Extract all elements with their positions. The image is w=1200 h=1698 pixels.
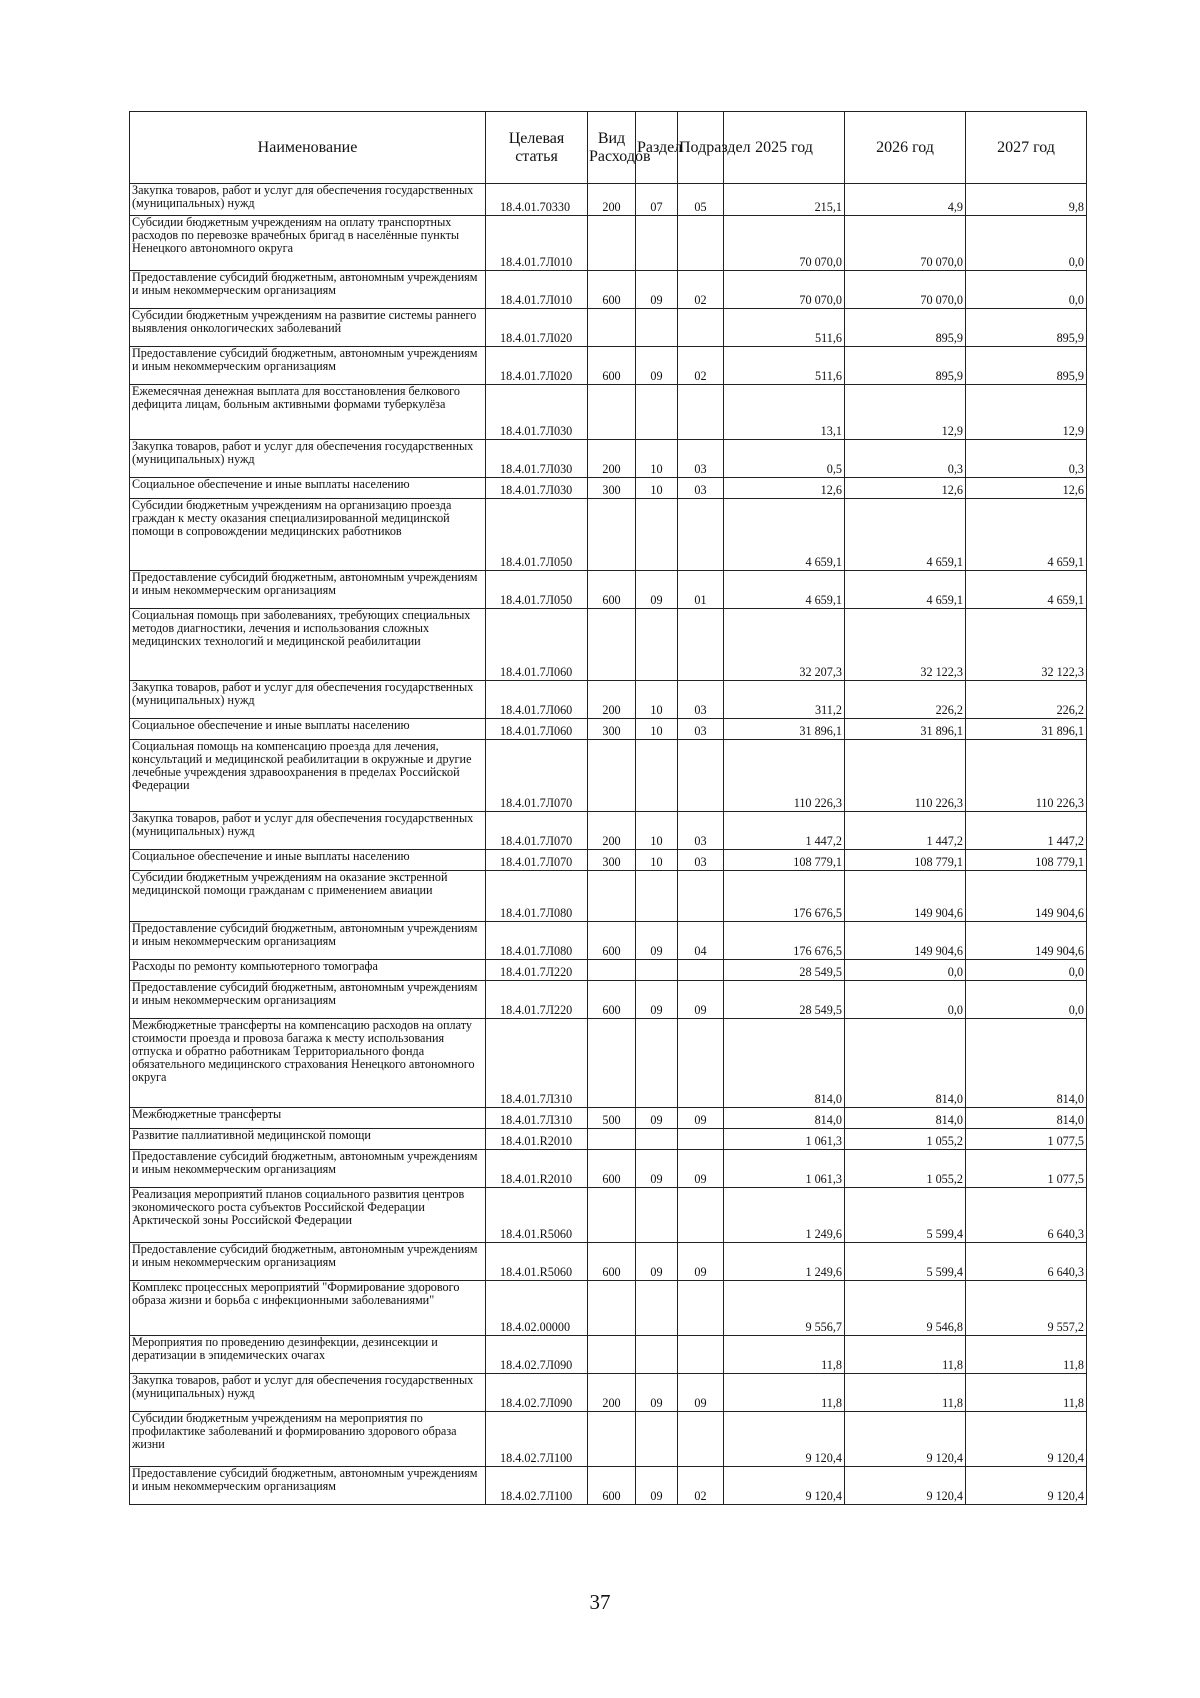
table-row [130,499,1087,571]
row-expense-type [588,1019,636,1108]
row-value-2025: 12,6 [724,478,845,499]
row-target-article: 18.4.02.7Л100 [486,1467,588,1505]
row-value-2027: 0,0 [966,216,1087,271]
row-value-2025: 814,0 [724,1019,845,1108]
table-row [130,1412,1087,1467]
row-expense-type [588,309,636,347]
row-expense-type [588,609,636,681]
row-value-2027: 32 122,3 [966,609,1087,681]
row-value-2027: 0,0 [966,960,1087,981]
row-value-2025: 511,6 [724,309,845,347]
row-value-2027: 0,0 [966,271,1087,309]
row-expense-type [588,385,636,440]
row-name: Предоставление субсидий бюджетным, автономным учреждениям и иным некоммерческим организациям [130,571,486,609]
row-name: Предоставление субсидий бюджетным, автономным учреждениям и иным некоммерческим организациям [130,271,486,309]
table-row [130,271,1087,309]
row-section: 09 [636,1374,678,1412]
row-value-2027: 226,2 [966,681,1087,719]
row-expense-type: 600 [588,347,636,385]
row-subsection [678,1188,724,1243]
row-value-2025: 32 207,3 [724,609,845,681]
row-value-2026: 70 070,0 [845,216,966,271]
table-body [130,184,1087,1505]
row-name: Предоставление субсидий бюджетным, автономным учреждениям и иным некоммерческим организациям [130,1243,486,1281]
row-value-2027: 6 640,3 [966,1243,1087,1281]
row-name: Предоставление субсидий бюджетным, автономным учреждениям и иным некоммерческим организациям [130,922,486,960]
row-subsection [678,1281,724,1336]
row-subsection [678,871,724,922]
row-target-article: 18.4.01.R2010 [486,1150,588,1188]
row-section: 07 [636,184,678,216]
table-row [130,440,1087,478]
row-subsection: 04 [678,922,724,960]
row-value-2025: 9 556,7 [724,1281,845,1336]
row-subsection [678,385,724,440]
row-section: 09 [636,981,678,1019]
row-name: Предоставление субсидий бюджетным, автономным учреждениям и иным некоммерческим организациям [130,1467,486,1505]
row-value-2027: 6 640,3 [966,1188,1087,1243]
row-target-article: 18.4.01.7Л050 [486,571,588,609]
row-expense-type: 600 [588,271,636,309]
row-value-2027: 110 226,3 [966,740,1087,812]
table-row [130,1108,1087,1129]
row-expense-type [588,1412,636,1467]
row-target-article: 18.4.01.7Л080 [486,922,588,960]
row-value-2027: 0,3 [966,440,1087,478]
row-target-article: 18.4.01.7Л060 [486,681,588,719]
row-value-2026: 149 904,6 [845,922,966,960]
row-value-2026: 1 447,2 [845,812,966,850]
table-row [130,719,1087,740]
row-section: 09 [636,1243,678,1281]
row-expense-type [588,1129,636,1150]
row-section: 10 [636,812,678,850]
row-value-2026: 5 599,4 [845,1188,966,1243]
table-row [130,478,1087,499]
row-name: Мероприятия по проведению дезинфекции, дезинсекции и дератизации в эпидемических очагах [130,1336,486,1374]
row-subsection: 03 [678,850,724,871]
row-value-2025: 215,1 [724,184,845,216]
table-row [130,922,1087,960]
row-subsection: 05 [678,184,724,216]
row-section: 09 [636,1467,678,1505]
row-expense-type: 200 [588,681,636,719]
row-value-2026: 9 120,4 [845,1467,966,1505]
row-section [636,385,678,440]
row-value-2027: 4 659,1 [966,499,1087,571]
row-target-article: 18.4.01.7Л060 [486,719,588,740]
row-subsection: 02 [678,271,724,309]
row-value-2026: 9 120,4 [845,1412,966,1467]
row-name: Социальная помощь при заболеваниях, требующих специальных методов диагностики, лечения и использования сложных медицинских технологий и медицинской реабилитации [130,609,486,681]
row-section [636,1412,678,1467]
row-value-2025: 1 061,3 [724,1150,845,1188]
row-section: 10 [636,681,678,719]
table-row [130,1019,1087,1108]
row-name: Закупка товаров, работ и услуг для обеспечения государственных (муниципальных) нужд [130,1374,486,1412]
row-subsection [678,1019,724,1108]
row-name: Субсидии бюджетным учреждениям на организацию проезда граждан к месту оказания специализированной медицинской помощи в сопровождении медицинских работников [130,499,486,571]
row-name: Субсидии бюджетным учреждениям на развитие системы раннего выявления онкологических заболеваний [130,309,486,347]
row-section: 09 [636,571,678,609]
row-value-2025: 108 779,1 [724,850,845,871]
row-expense-type: 200 [588,440,636,478]
header-section: Раздел [636,112,678,184]
row-subsection: 03 [678,681,724,719]
row-subsection [678,499,724,571]
row-expense-type [588,216,636,271]
table-row [130,1374,1087,1412]
row-target-article: 18.4.01.7Л310 [486,1019,588,1108]
row-value-2027: 9 557,2 [966,1281,1087,1336]
table-row [130,184,1087,216]
row-section [636,740,678,812]
row-target-article: 18.4.01.7Л020 [486,347,588,385]
row-value-2026: 0,0 [845,981,966,1019]
row-value-2025: 1 061,3 [724,1129,845,1150]
row-value-2026: 895,9 [845,347,966,385]
row-section: 09 [636,1150,678,1188]
row-subsection: 02 [678,347,724,385]
row-value-2026: 4 659,1 [845,499,966,571]
row-value-2026: 1 055,2 [845,1129,966,1150]
row-target-article: 18.4.02.7Л100 [486,1412,588,1467]
row-value-2025: 511,6 [724,347,845,385]
row-target-article: 18.4.02.00000 [486,1281,588,1336]
row-target-article: 18.4.01.7Л030 [486,385,588,440]
row-value-2027: 1 077,5 [966,1150,1087,1188]
row-value-2027: 1 077,5 [966,1129,1087,1150]
row-name: Развитие паллиативной медицинской помощи [130,1129,486,1150]
row-value-2027: 9 120,4 [966,1467,1087,1505]
row-expense-type: 600 [588,1150,636,1188]
table-row [130,1129,1087,1150]
row-target-article: 18.4.01.R2010 [486,1129,588,1150]
row-name: Предоставление субсидий бюджетным, автономным учреждениям и иным некоммерческим организациям [130,347,486,385]
row-value-2025: 31 896,1 [724,719,845,740]
row-value-2026: 4 659,1 [845,571,966,609]
row-expense-type [588,1336,636,1374]
row-target-article: 18.4.01.R5060 [486,1243,588,1281]
row-subsection: 09 [678,1374,724,1412]
row-value-2026: 70 070,0 [845,271,966,309]
row-value-2027: 814,0 [966,1108,1087,1129]
row-subsection: 03 [678,812,724,850]
row-value-2026: 32 122,3 [845,609,966,681]
row-value-2027: 12,9 [966,385,1087,440]
header-expense-type: Вид Расходов [588,112,636,184]
header-year-2026: 2026 год [845,112,966,184]
row-subsection: 03 [678,478,724,499]
row-target-article: 18.4.01.7Л030 [486,478,588,499]
table-row [130,385,1087,440]
row-expense-type: 300 [588,478,636,499]
row-expense-type [588,871,636,922]
row-value-2027: 31 896,1 [966,719,1087,740]
row-subsection: 09 [678,981,724,1019]
row-target-article: 18.4.01.7Л220 [486,981,588,1019]
row-value-2025: 9 120,4 [724,1467,845,1505]
row-name: Закупка товаров, работ и услуг для обеспечения государственных (муниципальных) нужд [130,440,486,478]
row-value-2025: 9 120,4 [724,1412,845,1467]
row-value-2027: 11,8 [966,1336,1087,1374]
row-section [636,1188,678,1243]
row-name: Субсидии бюджетным учреждениям на мероприятия по профилактике заболеваний и формированию здорового образа жизни [130,1412,486,1467]
row-name: Реализация мероприятий планов социального развития центров экономического роста субъектов Российской Федерации Арктической зоны Российской Федерации [130,1188,486,1243]
row-target-article: 18.4.01.7Л030 [486,440,588,478]
row-name: Межбюджетные трансферты на компенсацию расходов на оплату стоимости проезда и провоза багажа к месту использования отпуска и обратно работникам Территориального фонда обязательного медицинского страхования Ненецкого автономного округа [130,1019,486,1108]
row-expense-type: 300 [588,850,636,871]
row-value-2026: 1 055,2 [845,1150,966,1188]
row-expense-type [588,740,636,812]
row-expense-type: 200 [588,812,636,850]
row-section [636,499,678,571]
table-row [130,1281,1087,1336]
table-row [130,681,1087,719]
row-expense-type: 300 [588,719,636,740]
row-target-article: 18.4.01.7Л310 [486,1108,588,1129]
row-value-2025: 11,8 [724,1374,845,1412]
row-subsection [678,309,724,347]
row-section [636,1281,678,1336]
row-name: Расходы по ремонту компьютерного томографа [130,960,486,981]
row-value-2026: 12,9 [845,385,966,440]
table-row [130,960,1087,981]
row-target-article: 18.4.01.7Л020 [486,309,588,347]
row-subsection: 03 [678,440,724,478]
row-target-article: 18.4.02.7Л090 [486,1374,588,1412]
row-section [636,1019,678,1108]
row-value-2027: 1 447,2 [966,812,1087,850]
row-name: Социальная помощь на компенсацию проезда для лечения, консультаций и медицинской реабилитации в окружные и другие лечебные учреждения здравоохранения в пределах Российской Федерации [130,740,486,812]
row-name: Социальное обеспечение и иные выплаты населению [130,719,486,740]
row-expense-type: 600 [588,571,636,609]
row-section [636,609,678,681]
row-name: Закупка товаров, работ и услуг для обеспечения государственных (муниципальных) нужд [130,681,486,719]
row-name: Субсидии бюджетным учреждениям на оплату транспортных расходов по перевозке врачебных бригад в населённые пункты Ненецкого автономного округа [130,216,486,271]
row-expense-type [588,499,636,571]
row-name: Закупка товаров, работ и услуг для обеспечения государственных (муниципальных) нужд [130,184,486,216]
row-value-2026: 12,6 [845,478,966,499]
table-row [130,1467,1087,1505]
row-value-2025: 4 659,1 [724,499,845,571]
page-number: 37 [589,1590,611,1614]
row-target-article: 18.4.01.70330 [486,184,588,216]
row-name: Ежемесячная денежная выплата для восстановления белкового дефицита лицам, больным активными формами туберкулёза [130,385,486,440]
row-section [636,1129,678,1150]
row-name: Предоставление субсидий бюджетным, автономным учреждениям и иным некоммерческим организациям [130,1150,486,1188]
row-target-article: 18.4.01.7Л080 [486,871,588,922]
row-value-2026: 0,0 [845,960,966,981]
row-value-2026: 814,0 [845,1019,966,1108]
row-value-2025: 176 676,5 [724,871,845,922]
row-expense-type: 600 [588,1467,636,1505]
budget-table [129,111,1087,1505]
row-value-2026: 226,2 [845,681,966,719]
row-name: Закупка товаров, работ и услуг для обеспечения государственных (муниципальных) нужд [130,812,486,850]
row-target-article: 18.4.01.7Л010 [486,216,588,271]
row-name: Социальное обеспечение и иные выплаты населению [130,478,486,499]
row-value-2025: 1 249,6 [724,1188,845,1243]
row-section [636,309,678,347]
row-subsection [678,740,724,812]
row-value-2026: 11,8 [845,1374,966,1412]
row-section: 10 [636,478,678,499]
row-expense-type: 600 [588,922,636,960]
row-expense-type [588,960,636,981]
header-year-2027: 2027 год [966,112,1087,184]
table-row [130,1243,1087,1281]
row-value-2025: 28 549,5 [724,981,845,1019]
row-value-2027: 814,0 [966,1019,1087,1108]
row-value-2025: 0,5 [724,440,845,478]
table-row [130,871,1087,922]
row-target-article: 18.4.01.7Л010 [486,271,588,309]
row-expense-type: 600 [588,981,636,1019]
row-subsection: 02 [678,1467,724,1505]
row-section [636,871,678,922]
row-subsection [678,1129,724,1150]
row-section: 09 [636,271,678,309]
row-value-2027: 0,0 [966,981,1087,1019]
table-row [130,609,1087,681]
header-target-article: Целевая статья [486,112,588,184]
table-row [130,309,1087,347]
row-value-2027: 149 904,6 [966,922,1087,960]
row-expense-type [588,1281,636,1336]
row-value-2025: 4 659,1 [724,571,845,609]
row-value-2025: 13,1 [724,385,845,440]
row-value-2026: 9 546,8 [845,1281,966,1336]
table-row [130,216,1087,271]
row-subsection: 09 [678,1243,724,1281]
row-section: 10 [636,440,678,478]
row-subsection [678,960,724,981]
row-target-article: 18.4.01.7Л070 [486,740,588,812]
table-row [130,1188,1087,1243]
row-subsection [678,609,724,681]
row-section: 09 [636,347,678,385]
row-subsection [678,1336,724,1374]
row-section [636,1336,678,1374]
row-value-2026: 895,9 [845,309,966,347]
row-value-2026: 31 896,1 [845,719,966,740]
row-value-2025: 110 226,3 [724,740,845,812]
row-target-article: 18.4.01.7Л220 [486,960,588,981]
row-value-2027: 12,6 [966,478,1087,499]
row-value-2027: 9 120,4 [966,1412,1087,1467]
row-subsection: 09 [678,1108,724,1129]
row-value-2025: 1 447,2 [724,812,845,850]
row-value-2025: 28 549,5 [724,960,845,981]
row-name: Комплекс процессных мероприятий "Формирование здорового образа жизни и борьба с инфекционными заболеваниями" [130,1281,486,1336]
header-name: Наименование [130,112,486,184]
row-value-2025: 176 676,5 [724,922,845,960]
row-value-2025: 70 070,0 [724,216,845,271]
row-subsection: 03 [678,719,724,740]
row-name: Социальное обеспечение и иные выплаты населению [130,850,486,871]
row-value-2027: 895,9 [966,309,1087,347]
table-row [130,740,1087,812]
row-name: Предоставление субсидий бюджетным, автономным учреждениям и иным некоммерческим организациям [130,981,486,1019]
row-section: 09 [636,1108,678,1129]
row-section: 10 [636,850,678,871]
row-value-2026: 814,0 [845,1108,966,1129]
row-section [636,960,678,981]
row-subsection: 01 [678,571,724,609]
row-target-article: 18.4.01.7Л070 [486,812,588,850]
row-subsection [678,1412,724,1467]
row-value-2025: 814,0 [724,1108,845,1129]
table-row [130,1150,1087,1188]
row-value-2025: 1 249,6 [724,1243,845,1281]
row-value-2027: 11,8 [966,1374,1087,1412]
row-value-2026: 11,8 [845,1336,966,1374]
table-row [130,812,1087,850]
row-value-2027: 108 779,1 [966,850,1087,871]
row-section: 09 [636,922,678,960]
row-expense-type: 500 [588,1108,636,1129]
row-value-2026: 4,9 [845,184,966,216]
table-row [130,571,1087,609]
row-name: Субсидии бюджетным учреждениям на оказание экстренной медицинской помощи гражданам с применением авиации [130,871,486,922]
table-row [130,347,1087,385]
row-value-2026: 5 599,4 [845,1243,966,1281]
row-value-2025: 70 070,0 [724,271,845,309]
row-section [636,216,678,271]
row-value-2026: 110 226,3 [845,740,966,812]
row-expense-type [588,1188,636,1243]
row-value-2027: 4 659,1 [966,571,1087,609]
row-name: Межбюджетные трансферты [130,1108,486,1129]
row-expense-type: 200 [588,1374,636,1412]
row-expense-type: 200 [588,184,636,216]
row-target-article: 18.4.02.7Л090 [486,1336,588,1374]
row-subsection [678,216,724,271]
row-value-2025: 11,8 [724,1336,845,1374]
row-value-2027: 149 904,6 [966,871,1087,922]
table-row [130,981,1087,1019]
row-target-article: 18.4.01.R5060 [486,1188,588,1243]
row-value-2026: 0,3 [845,440,966,478]
row-target-article: 18.4.01.7Л070 [486,850,588,871]
row-section: 10 [636,719,678,740]
table-row [130,850,1087,871]
row-value-2027: 895,9 [966,347,1087,385]
header-year-2025: 2025 год [724,112,845,184]
row-value-2026: 149 904,6 [845,871,966,922]
table-row [130,1336,1087,1374]
row-value-2025: 311,2 [724,681,845,719]
row-target-article: 18.4.01.7Л050 [486,499,588,571]
row-target-article: 18.4.01.7Л060 [486,609,588,681]
row-value-2026: 108 779,1 [845,850,966,871]
row-value-2027: 9,8 [966,184,1087,216]
row-subsection: 09 [678,1150,724,1188]
row-expense-type: 600 [588,1243,636,1281]
header-subsection: Подраздел [678,112,724,184]
table-header-row [130,112,1087,184]
